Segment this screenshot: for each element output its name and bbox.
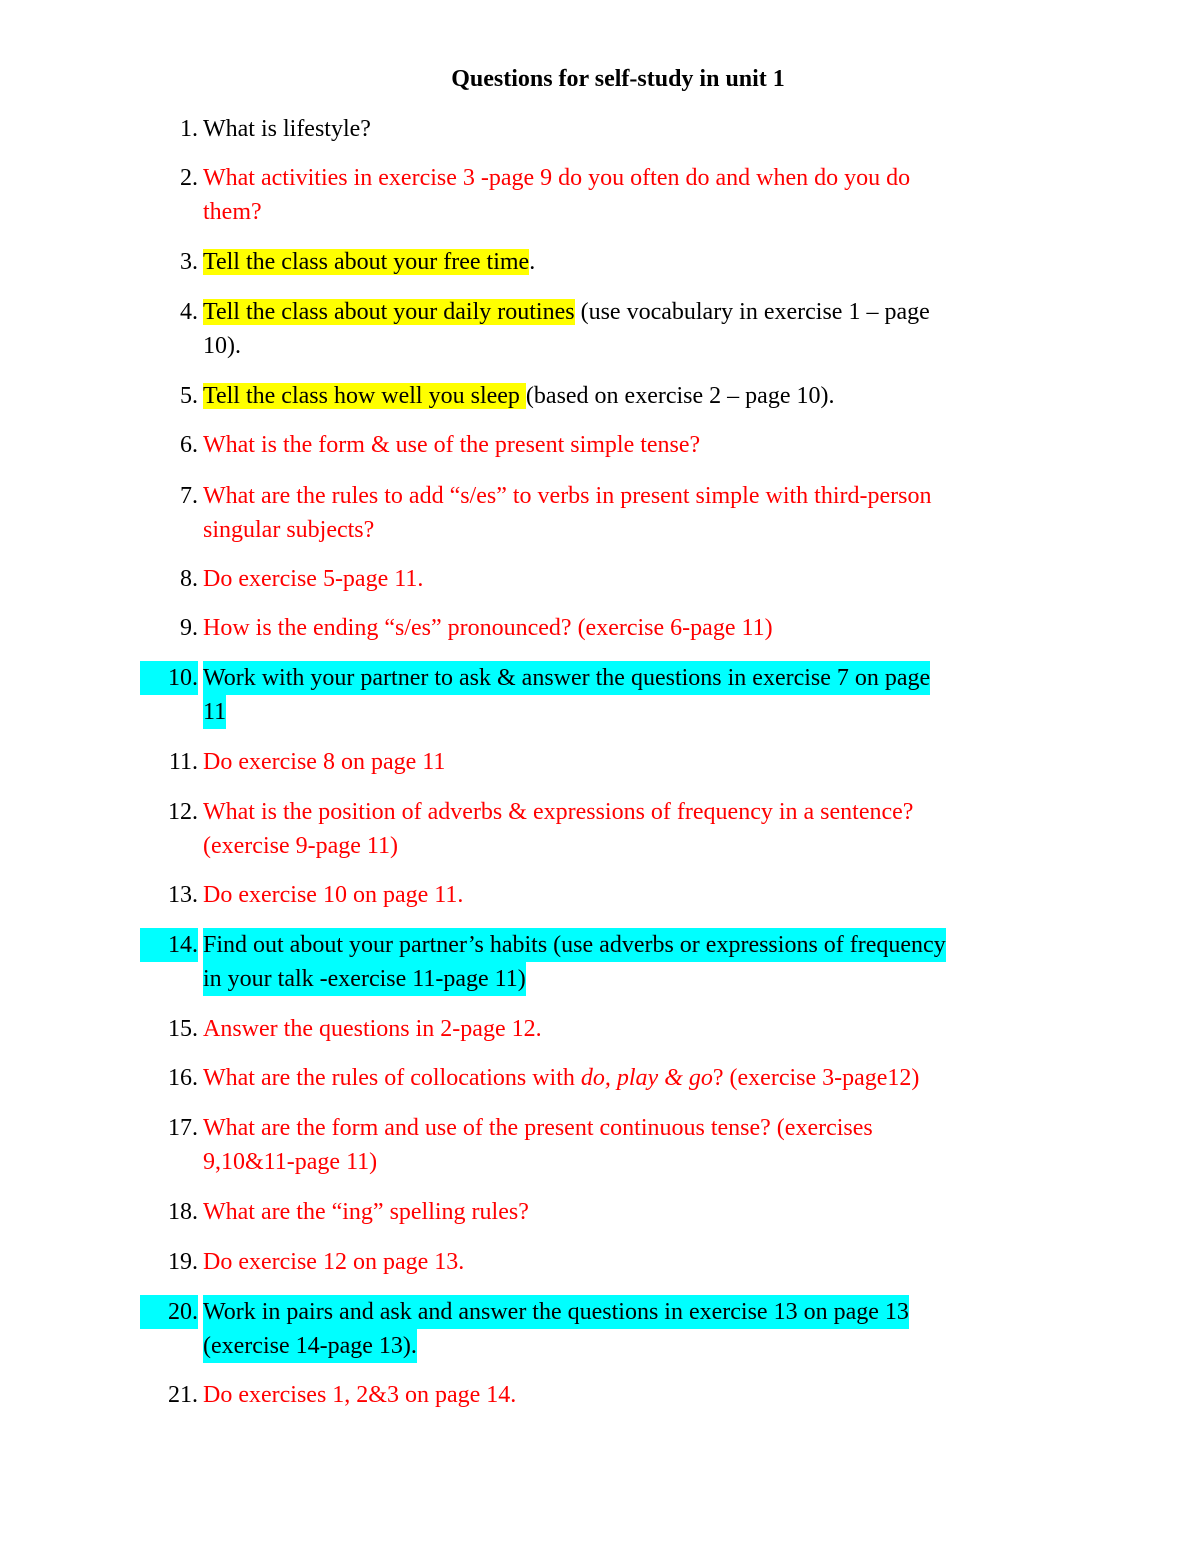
item-number: 10. <box>140 661 198 695</box>
item-number: 13. <box>168 882 198 908</box>
question-text: What is lifestyle? <box>203 116 371 142</box>
highlighted-text: Tell the class how well you sleep <box>203 383 526 409</box>
question-text: Do exercises 1, 2&3 on page 14. <box>203 1382 517 1408</box>
question-text: Find out about your partner’s habits (use adverbs or expressions of frequency <box>203 928 946 962</box>
item-number: 21. <box>168 1382 198 1408</box>
question-text: Do exercise 12 on page 13. <box>203 1249 465 1275</box>
question-text: Work in pairs and ask and answer the questions in exercise 13 on page 13 <box>203 1295 909 1329</box>
question-text-continued: 11 <box>203 695 226 729</box>
question-text: Do exercise 10 on page 11. <box>203 882 464 908</box>
question-text: What are the rules to add “s/es” to verbs in present simple with third-person <box>203 483 932 509</box>
question-text <box>203 295 930 329</box>
item-number: 19. <box>168 1249 198 1275</box>
question-text <box>203 379 834 413</box>
plain-text: ? (exercise 3-page12) <box>712 1065 920 1091</box>
question-text: What is the position of adverbs & expressions of frequency in a sentence? <box>203 799 914 825</box>
item-number: 7. <box>180 483 198 509</box>
item-number: 18. <box>168 1199 198 1225</box>
question-text-continued: singular subjects? <box>203 517 375 543</box>
plain-text: (use vocabulary in exercise 1 – page <box>574 299 930 325</box>
highlighted-text: Tell the class about your free time <box>203 249 530 275</box>
question-text: What activities in exercise 3 -page 9 do you often do and when do you do <box>203 165 911 191</box>
question-text <box>203 1061 919 1095</box>
item-number: 8. <box>180 566 198 592</box>
item-number: 17. <box>168 1115 198 1141</box>
item-number: 14. <box>140 928 198 962</box>
question-text-continued: (exercise 14-page 13). <box>203 1329 417 1363</box>
question-text-continued: in your talk -exercise 11-page 11) <box>203 962 526 996</box>
item-number: 11. <box>168 749 198 775</box>
question-text-continued: 10). <box>203 333 241 359</box>
item-number: 2. <box>180 165 198 191</box>
question-text: What are the form and use of the present continuous tense? (exercises <box>203 1115 873 1141</box>
italic-text: do, play & go <box>580 1065 713 1091</box>
question-text: Answer the questions in 2-page 12. <box>203 1016 542 1042</box>
question-text <box>203 245 535 279</box>
question-text: How is the ending “s/es” pronounced? (exercise 6-page 11) <box>203 615 773 641</box>
question-text: Do exercise 8 on page 11 <box>203 749 446 775</box>
question-text-continued: them? <box>203 199 262 225</box>
item-number: 15. <box>168 1016 198 1042</box>
question-text: What is the form & use of the present simple tense? <box>203 432 701 458</box>
item-number: 1. <box>180 116 198 142</box>
item-number: 3. <box>180 249 198 275</box>
question-text: Work with your partner to ask & answer the questions in exercise 7 on page <box>203 661 930 695</box>
item-number: 4. <box>180 299 198 325</box>
plain-text: (based on exercise 2 – page 10). <box>525 383 835 409</box>
plain-text: . <box>529 249 536 275</box>
item-number: 6. <box>180 432 198 458</box>
plain-text: What are the rules of collocations with <box>203 1065 581 1091</box>
item-number: 5. <box>180 383 198 409</box>
question-text: What are the “ing” spelling rules? <box>203 1199 529 1225</box>
item-number: 20. <box>140 1295 198 1329</box>
question-text-continued: (exercise 9-page 11) <box>203 833 398 859</box>
question-text: Do exercise 5-page 11. <box>203 566 424 592</box>
question-text-continued: 9,10&11-page 11) <box>203 1149 378 1175</box>
item-number: 12. <box>168 799 198 825</box>
item-number: 16. <box>168 1065 198 1091</box>
highlighted-text: Tell the class about your daily routines <box>203 299 575 325</box>
item-number: 9. <box>180 615 198 641</box>
page-title: Questions for self-study in unit 1 <box>451 66 785 92</box>
